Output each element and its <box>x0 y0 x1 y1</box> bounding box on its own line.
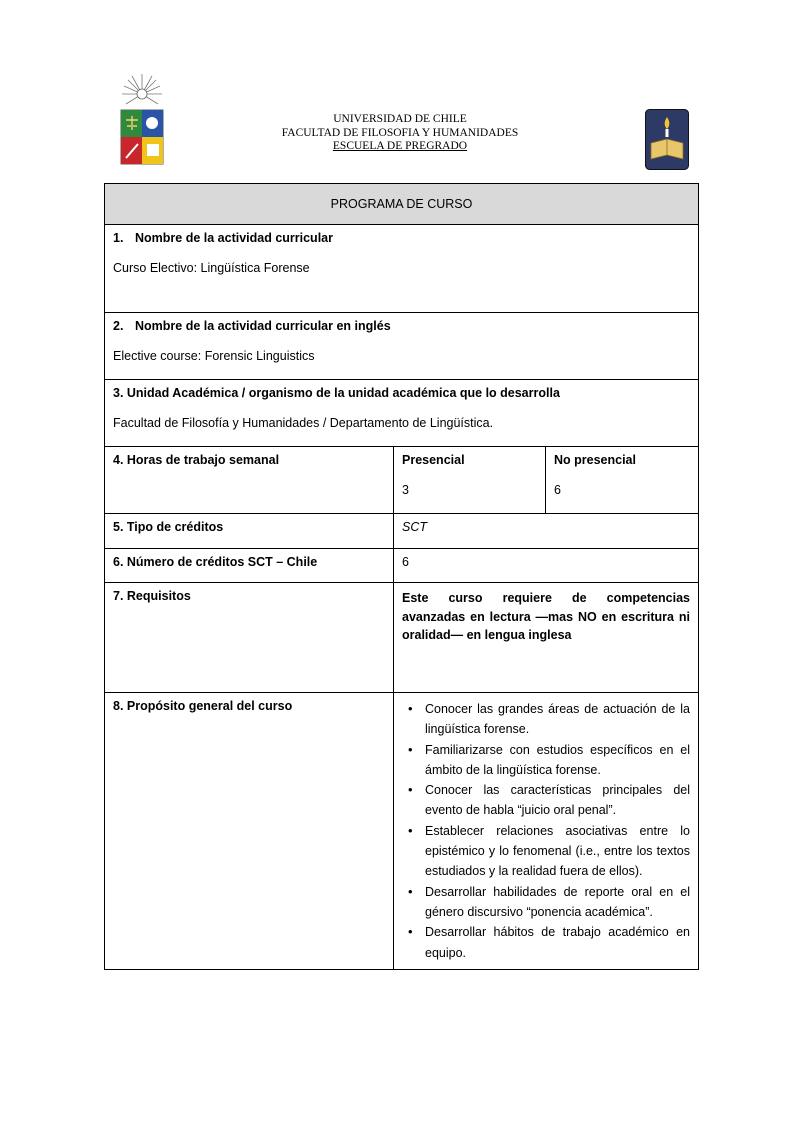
faculty-name: FACULTAD DE FILOSOFIA Y HUMANIDADES <box>281 126 519 139</box>
institution-header <box>200 113 600 154</box>
section-3-label: 3. Unidad Académica / organismo de la unidad académica que lo desarrolla <box>113 386 560 400</box>
section-3-cell <box>105 380 699 447</box>
section-2-title: Nombre de la actividad curricular en inglés <box>135 319 391 333</box>
section-3-value: Facultad de Filosofía y Humanidades / Departamento de Lingüística. <box>113 416 494 430</box>
section-2-label <box>113 319 690 333</box>
no-presencial-label: No presencial <box>554 453 636 467</box>
section-2-value: Elective course: Forensic Linguistics <box>113 349 315 363</box>
list-item: • Conocer las características principales del evento de habla “juicio oral penal”. <box>425 780 690 821</box>
list-item: • Establecer relaciones asociativas entre lo epistémico y lo fenomenal (i.e., entre los textos estudiados y la realidad fuera de ellos). <box>425 821 690 882</box>
section-2-row <box>105 313 699 380</box>
section-1-cell <box>105 225 699 313</box>
section-1-row <box>105 225 699 313</box>
section-1-value: Curso Electivo: Lingüística Forense <box>113 261 310 275</box>
no-presencial-value: 6 <box>554 483 561 497</box>
section-7-value: Este curso requiere de competencias avanzadas en lectura —mas NO en escritura ni oralidad— en lengua inglesa <box>394 583 699 693</box>
section-1-label <box>113 231 690 245</box>
section-5-label: 5. Tipo de créditos <box>105 514 394 549</box>
university-coat-of-arms-logo <box>118 72 166 168</box>
purpose-list <box>402 699 690 963</box>
list-item: • Desarrollar hábitos de trabajo académico en equipo. <box>425 922 690 963</box>
section-5-row <box>105 514 699 549</box>
faculty-emblem-logo <box>645 109 689 170</box>
section-7-label: 7. Requisitos <box>105 583 394 693</box>
section-3-row <box>105 380 699 447</box>
section-2-cell <box>105 313 699 380</box>
section-6-label: 6. Número de créditos SCT – Chile <box>105 549 394 583</box>
no-presencial-cell <box>546 447 699 514</box>
section-1-title: Nombre de la actividad curricular <box>135 231 333 245</box>
section-8-label: 8. Propósito general del curso <box>105 693 394 970</box>
presencial-label: Presencial <box>402 453 465 467</box>
section-5-value: SCT <box>394 514 699 549</box>
section-2-number: 2. <box>113 319 124 333</box>
section-4-label: 4. Horas de trabajo semanal <box>105 447 394 514</box>
section-8-row <box>105 693 699 970</box>
table-title: PROGRAMA DE CURSO <box>105 184 699 225</box>
section-1-number: 1. <box>113 231 124 245</box>
university-name: UNIVERSIDAD DE CHILE <box>333 113 467 125</box>
section-4-row <box>105 447 699 514</box>
list-item: • Desarrollar habilidades de reporte oral en el género discursivo “ponencia académica”. <box>425 882 690 923</box>
presencial-cell <box>394 447 546 514</box>
section-8-value <box>394 693 699 970</box>
title-row <box>105 184 699 225</box>
section-7-row <box>105 583 699 693</box>
section-6-value: 6 <box>394 549 699 583</box>
presencial-value: 3 <box>402 483 409 497</box>
list-item: • Conocer las grandes áreas de actuación de la lingüística forense. <box>425 699 690 740</box>
section-6-row <box>105 549 699 583</box>
school-name: ESCUELA DE PREGRADO <box>332 140 468 152</box>
list-item: • Familiarizarse con estudios específicos en el ámbito de la lingüística forense. <box>425 740 690 781</box>
course-program-table <box>104 183 699 970</box>
